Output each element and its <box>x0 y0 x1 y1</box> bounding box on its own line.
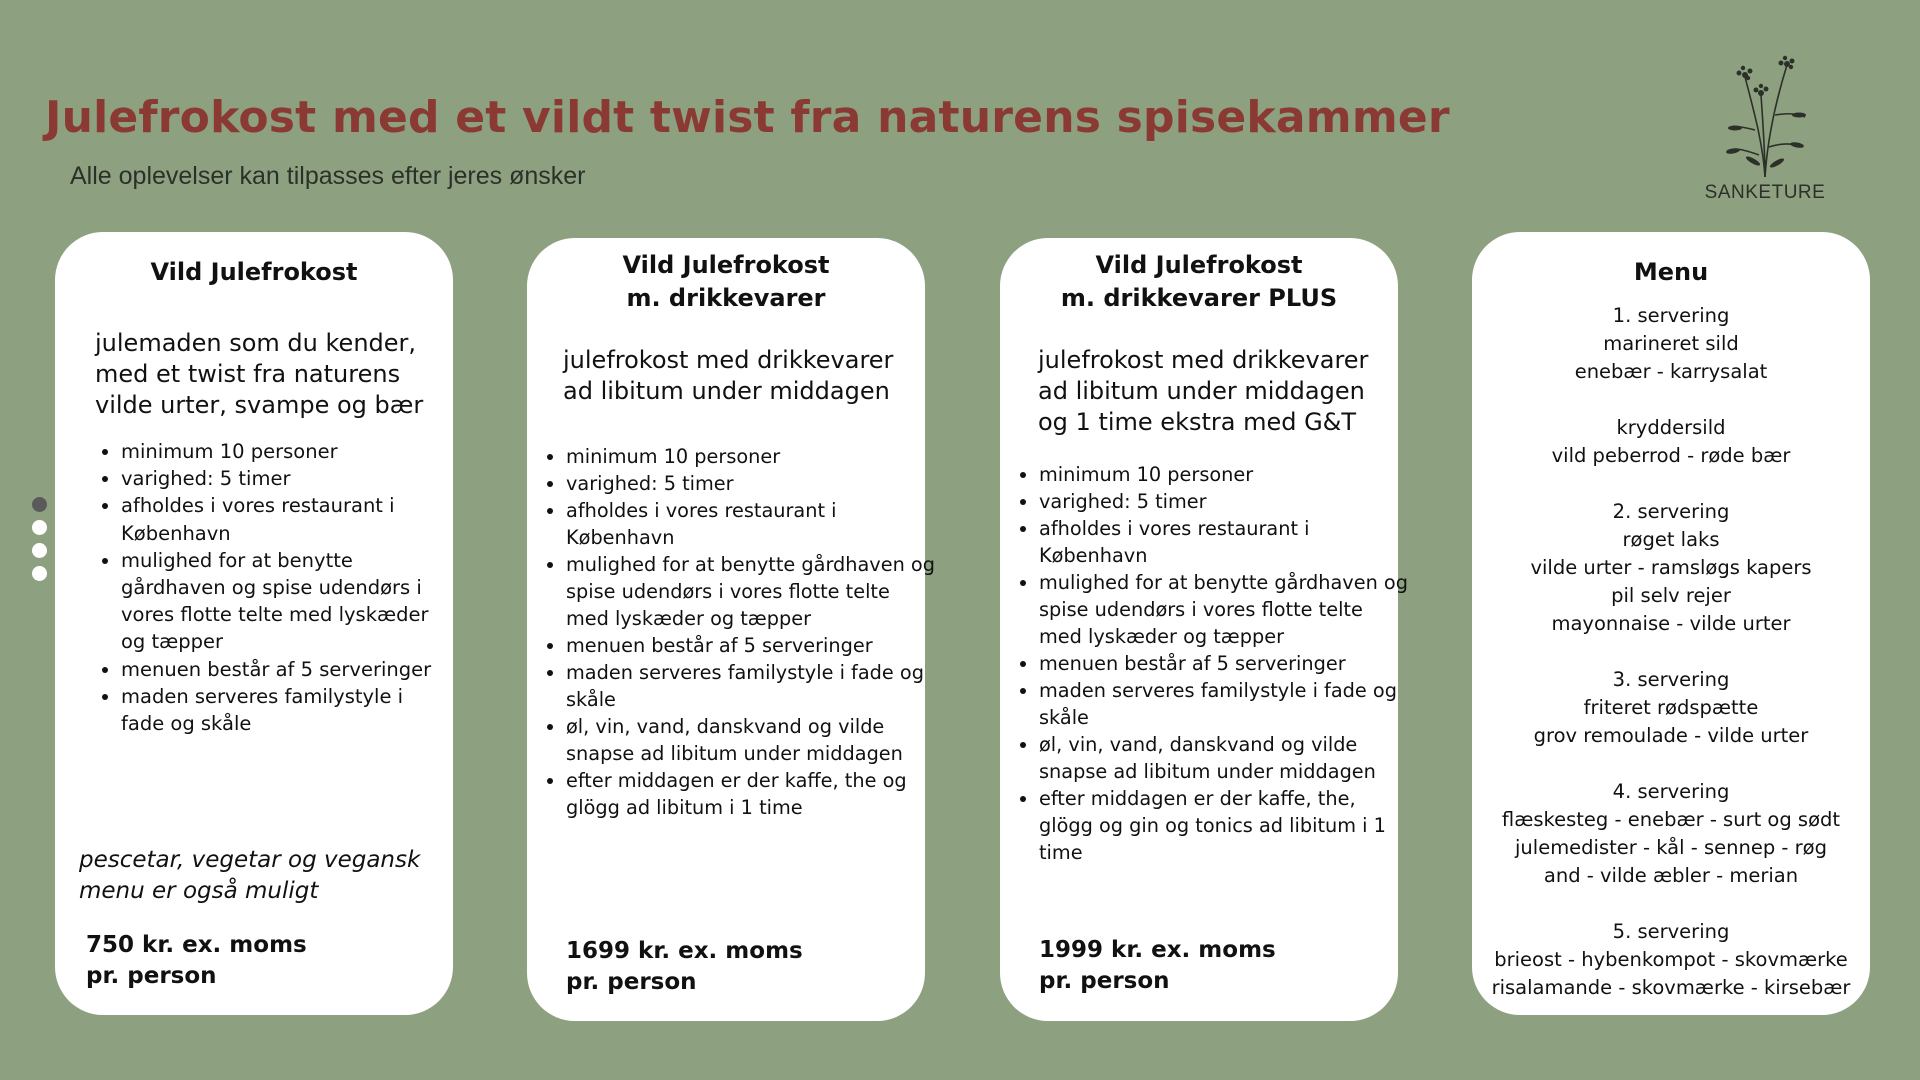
card-title: Vild Julefrokost m. drikkevarer PLUS <box>1060 251 1338 312</box>
menu-course <box>1472 498 1870 638</box>
sanketure-logo <box>1700 55 1830 210</box>
pagination-dot-4[interactable] <box>32 566 47 581</box>
menu-line: mayonnaise - vilde urter <box>1551 612 1791 635</box>
menu-courses <box>1472 302 1870 1002</box>
list-item: • øl, vin, vand, danskvand og vilde snapse ad libitum under middagen <box>1039 731 1411 785</box>
list-item: • varighed: 5 timer <box>1039 488 1411 515</box>
list-item: • menuen består af 5 serveringer <box>1039 650 1411 677</box>
card-intro: julemaden som du kender, med et twist fra naturens vilde urter, svampe og bær <box>95 329 424 419</box>
menu-line: brieost - hybenkompot - skovmærke <box>1494 948 1848 971</box>
menu-course <box>1472 778 1870 890</box>
list-item: • varighed: 5 timer <box>121 465 439 492</box>
card-price: 1699 kr. ex. moms pr. person <box>566 938 803 995</box>
menu-line: grov remoulade - vilde urter <box>1533 724 1809 747</box>
menu-line: vilde urter - ramsløgs kapers <box>1530 556 1812 579</box>
list-item: • menuen består af 5 serveringer <box>566 632 938 659</box>
menu-line: 4. servering <box>1612 780 1730 803</box>
list-item: • mulighed for at benytte gårdhaven og spise udendørs i vores flotte telte med lyskæder og tæpper <box>566 551 938 632</box>
pagination-dot-1[interactable] <box>32 497 47 512</box>
card-title: Vild Julefrokost m. drikkevarer <box>622 251 830 312</box>
menu-line: pil selv rejer <box>1611 584 1731 607</box>
menu-line: and - vilde æbler - merian <box>1543 864 1799 887</box>
menu-line: kryddersild <box>1616 416 1726 439</box>
card-intro: julefrokost med drikkevarer ad libitum under middagen og 1 time ekstra med G&T <box>1038 346 1369 436</box>
list-item: • maden serveres familystyle i fade og skåle <box>566 659 938 713</box>
list-item: • minimum 10 personer <box>566 443 938 470</box>
pagination-dot-2[interactable] <box>32 520 47 535</box>
menu-line <box>1472 386 1870 414</box>
list-item: • varighed: 5 timer <box>566 470 938 497</box>
menu-line: marineret sild <box>1603 332 1739 355</box>
menu-line: 3. servering <box>1612 668 1730 691</box>
list-item: • minimum 10 personer <box>121 438 439 465</box>
card-note: pescetar, vegetar og vegansk menu er også muligt <box>79 847 421 904</box>
list-item: • maden serveres familystyle i fade og skåle <box>121 683 439 737</box>
card-intro: julefrokost med drikkevarer ad libitum under middagen <box>563 346 894 405</box>
offer-card-vild-julefrokost <box>55 232 453 1015</box>
page-title: Julefrokost med et vildt twist fra naturens spisekammer <box>45 92 1450 143</box>
card-feature-list <box>98 438 439 737</box>
card-price: 750 kr. ex. moms pr. person <box>86 932 307 989</box>
menu-course <box>1472 666 1870 750</box>
menu-line: 5. servering <box>1612 920 1730 943</box>
list-item: • minimum 10 personer <box>1039 461 1411 488</box>
menu-line: enebær - karrysalat <box>1574 360 1768 383</box>
menu-line: flæskesteg - enebær - surt og sødt <box>1501 808 1841 831</box>
offer-card-med-drikkevarer <box>527 238 935 1021</box>
page-subtitle: Alle oplevelser kan tilpasses efter jeres ønsker <box>70 162 586 190</box>
logo-text: SANKETURE <box>1704 182 1826 203</box>
list-item: • afholdes i vores restaurant i København <box>566 497 938 551</box>
list-item: • efter middagen er der kaffe, the og glögg ad libitum i 1 time <box>566 767 938 821</box>
list-item: • mulighed for at benytte gårdhaven og spise udendørs i vores flotte telte med lyskæder og tæpper <box>1039 569 1411 650</box>
pagination-dot-3[interactable] <box>32 543 47 558</box>
card-feature-list <box>543 443 938 821</box>
card-title: Vild Julefrokost <box>150 258 358 286</box>
card-feature-list <box>1016 461 1411 866</box>
list-item: • menuen består af 5 serveringer <box>121 656 439 683</box>
menu-line: risalamande - skovmærke - kirsebær <box>1491 976 1851 999</box>
list-item: • afholdes i vores restaurant i København <box>1039 515 1411 569</box>
menu-line: 2. servering <box>1612 500 1730 523</box>
plant-illustration-icon <box>1700 55 1830 180</box>
menu-line: friteret rødspætte <box>1583 696 1759 719</box>
menu-card <box>1472 232 1870 1015</box>
list-item: • øl, vin, vand, danskvand og vilde snapse ad libitum under middagen <box>566 713 938 767</box>
menu-line: julemedister - kål - sennep - røg <box>1515 836 1827 859</box>
menu-course <box>1472 302 1870 470</box>
offer-card-med-drikkevarer-plus <box>1000 238 1408 1021</box>
menu-line: røget laks <box>1622 528 1720 551</box>
slide-pagination <box>32 497 47 589</box>
menu-line: 1. servering <box>1612 304 1730 327</box>
menu-title: Menu <box>1633 258 1709 286</box>
menu-line: vild peberrod - røde bær <box>1551 444 1791 467</box>
list-item: • maden serveres familystyle i fade og skåle <box>1039 677 1411 731</box>
list-item: • mulighed for at benytte gårdhaven og spise udendørs i vores flotte telte med lyskæder og tæpper <box>121 547 439 656</box>
list-item: • efter middagen er der kaffe, the, glögg og gin og tonics ad libitum i 1 time <box>1039 785 1411 866</box>
menu-course <box>1472 918 1870 1002</box>
list-item: • afholdes i vores restaurant i København <box>121 492 439 546</box>
card-price: 1999 kr. ex. moms pr. person <box>1039 937 1276 994</box>
